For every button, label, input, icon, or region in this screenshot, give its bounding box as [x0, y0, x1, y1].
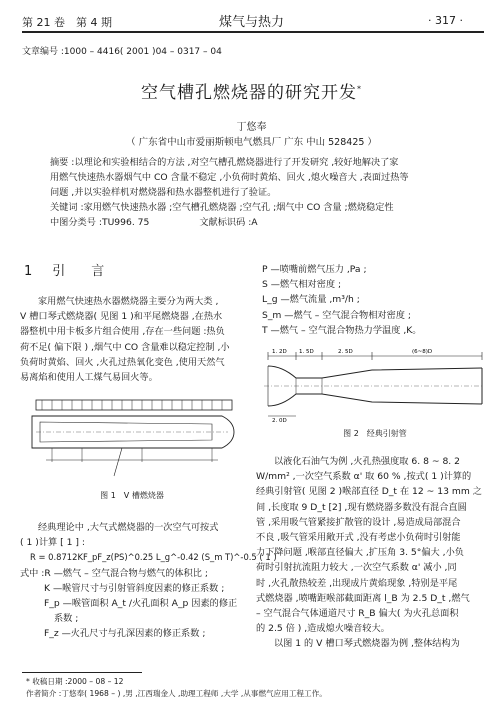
- intro-paragraph: [20, 294, 242, 385]
- text-line: 器整机中用卡板多片组合使用 ,存在一些问题 :热负: [20, 326, 225, 338]
- text-line: 以图 1 的 V 槽口琴式燃烧器为例 ,整体结构为: [274, 638, 460, 650]
- title-footnote-mark: *: [357, 84, 362, 94]
- figure-2-venturi-diagram: [262, 344, 488, 424]
- header-rule: [22, 31, 484, 33]
- definition-line: T —燃气 – 空气混合物热力学温度 ,K。: [262, 324, 422, 336]
- text-line: 时 ,火孔散热较差 ,出现成片黄焰现象 ,特别是平尾: [256, 577, 458, 589]
- text-line: 经典引射管( 见图 2 )喉部直径 D_t 在 12 ~ 13 mm 之: [256, 486, 482, 498]
- text-line: 的 2.5 倍 ) ,造成熄火噪音较大。: [256, 623, 390, 635]
- figure-2-caption: 图 2 经典引射管: [343, 429, 407, 438]
- abstract-line: 用燃气快速热水器烟气中 CO 含量不稳定 ,小负荷时黄焰、回火 ,熄火噪音大 ,表面过热等: [50, 172, 409, 183]
- analysis-paragraph: [256, 454, 488, 652]
- figure-1-burner-diagram: [22, 392, 244, 482]
- text-line: 易离焰和使用人工煤气易回火等。: [20, 372, 158, 384]
- text-line: 力下降问题 ,喉部直径偏大 ,扩压角 3. 5°偏大 ,小负: [256, 547, 464, 559]
- dim-label: (6~8)D: [412, 349, 433, 355]
- text-line: 式燃烧器 ,喷嘴距喉部截面距离 l_B 为 2.5 D_t ,燃气: [256, 592, 470, 604]
- text-line: 系数 ;: [54, 613, 79, 625]
- classification-line: [50, 215, 460, 230]
- theory-paragraph: [20, 520, 277, 642]
- journal-issue: 第 21 卷 第 4 期: [22, 16, 112, 29]
- section-number: 1: [24, 264, 33, 279]
- equation-1: R = 0.8712KF_pF_z(PS)^0.25 L_g^-0.42 (S_m T)^-0.5 ( 1 ): [30, 552, 277, 563]
- definition-line: S —燃气相对密度 ;: [262, 279, 342, 291]
- text-line: 式中 :R —燃气 – 空气混合物与燃气的体积比 ;: [20, 567, 208, 579]
- keywords: 关键词 :家用燃气快速热水器 ;空气槽孔燃烧器 ;空气孔 ;烟气中 CO 含量 ;燃烧稳定性: [50, 202, 394, 213]
- section-heading: [24, 260, 104, 279]
- clc-number: 中图分类号 :TU996. 75: [50, 217, 150, 228]
- text-line: W/mm² ,一次空气系数 α' 取 60 % ,按式( 1 )计算的: [256, 471, 472, 483]
- text-line: ( 1 )计算 [ 1 ] :: [20, 537, 86, 549]
- dim-label: 2. 5D: [338, 349, 353, 355]
- section-title: 引 言: [52, 264, 105, 279]
- figure-1-caption: 图 1 V 槽燃烧器: [100, 491, 164, 500]
- abstract: [50, 155, 460, 230]
- text-line: 管 ,采用吸气管紧接扩散管的设计 ,易造成局部混合: [256, 516, 461, 528]
- page-number: · 317 ·: [428, 14, 463, 27]
- abstract-line: 摘要 :以理论和实验相结合的方法 ,对空气槽孔燃烧器进行了开发研究 ,较好地解决了家: [50, 157, 399, 168]
- affiliation: （ 广东省中山市爱丽斯顿电气燃具厂 广东 中山 528425 ）: [126, 137, 377, 148]
- article-number: 文章编号 :1000 – 4416( 2001 )04 – 0317 – 04: [22, 47, 222, 57]
- paper-title: [0, 78, 503, 103]
- text-line: 经典理论中 ,大气式燃烧器的一次空气可按式: [38, 522, 219, 533]
- author: 丁悠奉: [236, 122, 267, 133]
- text-line: 以液化石油气为例 ,火孔热强度取 6. 8 ~ 8. 2: [274, 456, 460, 467]
- text-line: – 空气混合气体通道尺寸 R_B 偏大( 为火孔总面积: [256, 608, 459, 620]
- text-line: 家用燃气快速热水器燃烧器主要分为两大类 ,: [38, 296, 219, 307]
- text-line: 负荷时黄焰、回火 ,火孔过热氧化变色 ,使用天然气: [20, 356, 225, 368]
- journal-name: 煤气与热力: [218, 15, 284, 30]
- footnotes: [26, 676, 486, 700]
- text-line: F_z —火孔尺寸与孔深因素的修正系数 ;: [44, 628, 206, 640]
- dim-label: 1. 5D: [299, 349, 314, 355]
- dim-label: 2. 0D: [272, 418, 287, 424]
- text-line: 间 ,长度取 9 D_t [2] ,现有燃烧器多数没有混合直圆: [256, 501, 467, 513]
- footnote-rule: [22, 672, 142, 673]
- paper-title-text: 空气槽孔燃烧器的研究开发: [141, 83, 357, 103]
- definition-line: P —喷嘴前燃气压力 ,Pa ;: [262, 264, 367, 275]
- definition-line: L_g —燃气流量 ,m³/h ;: [262, 294, 360, 306]
- text-line: 荷不足( 偏下限 ) ,烟气中 CO 含量难以稳定控制 ,小: [20, 341, 230, 353]
- symbol-definitions: [256, 262, 494, 338]
- text-line: 荷时引射抗流阻力较大 ,一次空气系数 α' 减小 ,同: [256, 562, 457, 574]
- definition-line: S_m —燃气 – 空气混合物相对密度 ;: [262, 309, 411, 321]
- abstract-line: 问题 ,并以实验样机对燃烧器和热水器整机进行了验证。: [50, 187, 277, 198]
- text-line: V 槽口琴式燃烧器( 见图 1 )和平尾燃烧器 ,在热水: [20, 311, 223, 323]
- text-line: K —喉管尺寸与引射管斜度因素的修正系数 ;: [44, 582, 225, 594]
- text-line: F_p —喉管面积 A_t /火孔面积 A_p 因素的修正: [44, 598, 238, 610]
- text-line: 不良 ,吸气管采用敞开式 ,没有考虑小负荷时引射能: [256, 532, 461, 544]
- dim-label: 1. 2D: [272, 349, 287, 355]
- received-date: * 收稿日期 :2000 – 08 – 12: [26, 677, 124, 686]
- document-code: 文献标识码 :A: [199, 217, 258, 228]
- author-bio: 作者简介 :丁悠奉( 1968 – ) ,男 ,江西瑞金人 ,助理工程师 ,大学 ,从事燃气应用工程工作。: [26, 689, 327, 698]
